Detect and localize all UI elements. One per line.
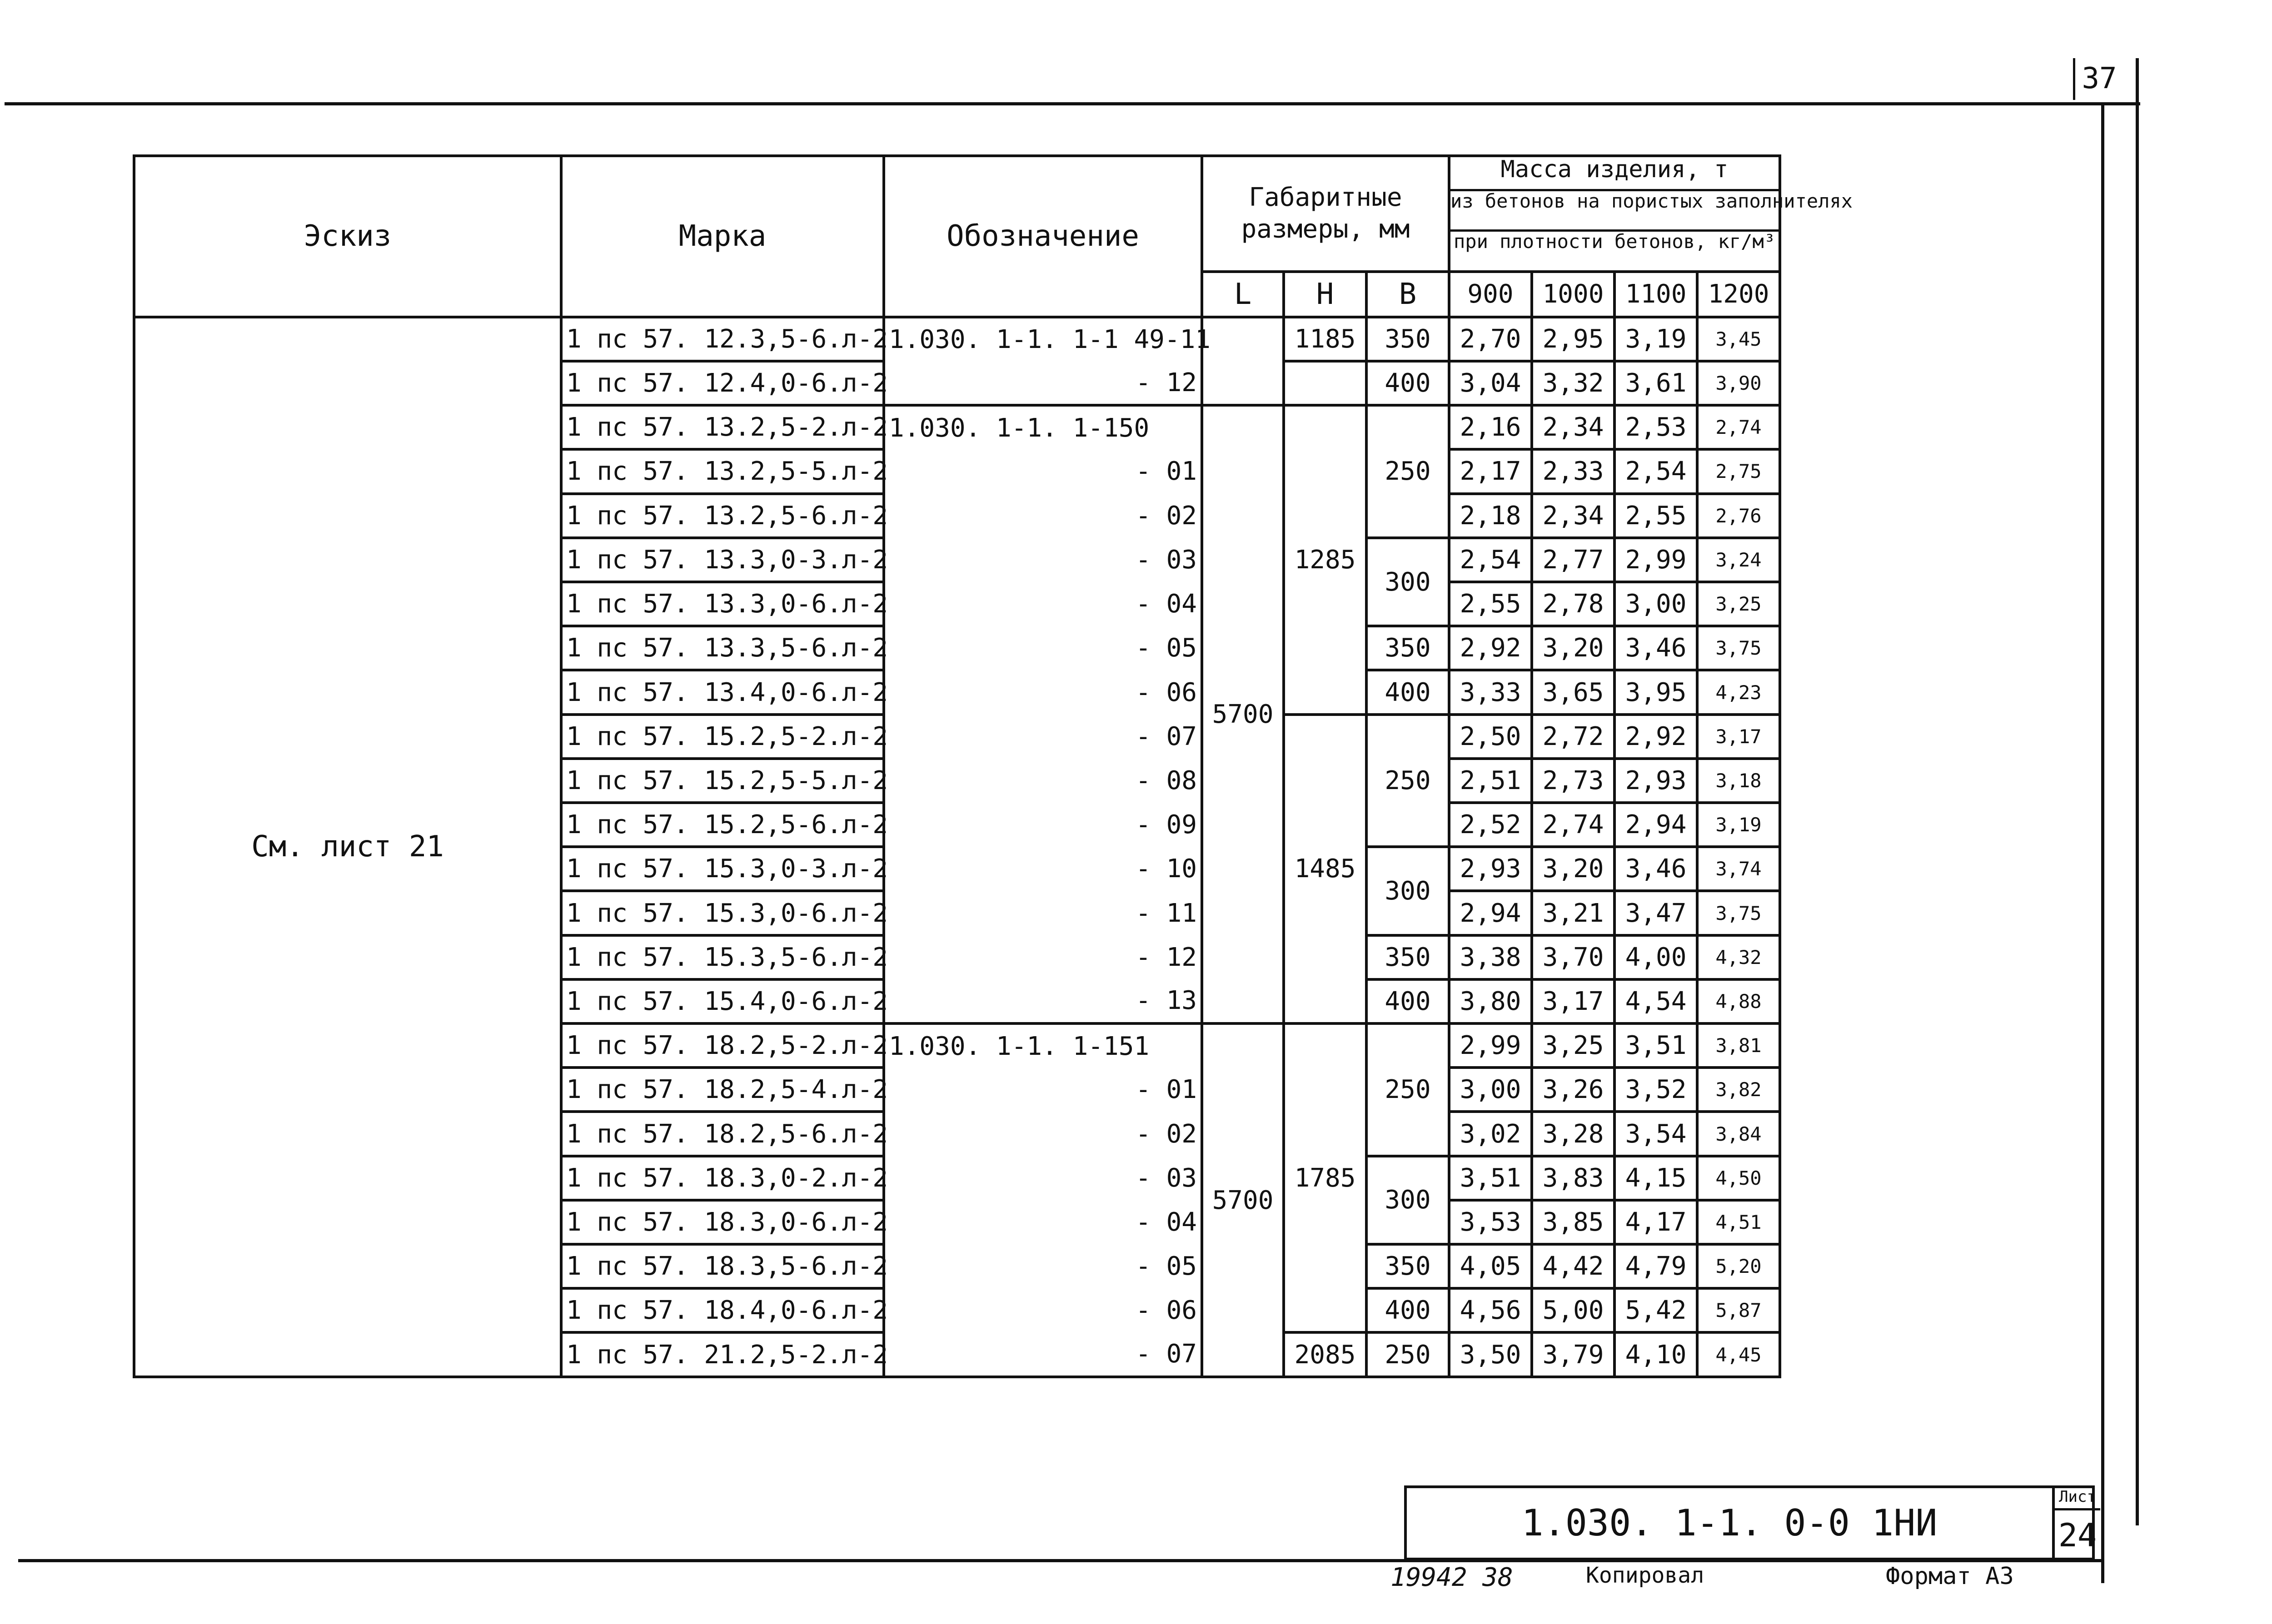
cell-mass-900: 4,56 [1449, 1288, 1532, 1332]
cell-mass-1200: 2,74 [1697, 405, 1780, 449]
cell-mass-1000: 3,21 [1532, 891, 1614, 935]
cell-width: 350 [1366, 626, 1449, 670]
top-border-line [5, 102, 2140, 105]
cell-mass-1100: 3,61 [1614, 361, 1697, 405]
cell-mass-1200: 3,75 [1697, 891, 1780, 935]
cell-height: 1785 [1284, 1023, 1366, 1332]
cell-mark: 1 пс 57. 15.3,0-3.л-2 [561, 847, 884, 891]
cell-mass-1000: 3,28 [1532, 1112, 1614, 1156]
cell-mass-1200: 3,17 [1697, 715, 1780, 759]
header-sketch: Эскиз [134, 156, 561, 317]
header-dim-h: H [1284, 272, 1366, 317]
cell-mass-1000: 2,73 [1532, 759, 1614, 803]
cell-designation: 1.030. 1-1. 1-150 [884, 405, 1202, 449]
cell-mark: 1 пс 57. 15.4,0-6.л-2 [561, 979, 884, 1023]
cell-mark: 1 пс 57. 15.3,5-6.л-2 [561, 935, 884, 979]
cell-designation: - 06 [884, 1288, 1202, 1332]
cell-mass-1100: 5,42 [1614, 1288, 1697, 1332]
cell-mass-1200: 2,75 [1697, 449, 1780, 493]
cell-mark: 1 пс 57. 18.2,5-4.л-2 [561, 1068, 884, 1112]
cell-mass-1100: 2,54 [1614, 449, 1697, 493]
cell-mark: 1 пс 57. 13.3,5-6.л-2 [561, 626, 884, 670]
cell-mass-1000: 2,78 [1532, 582, 1614, 626]
cell-mass-1100: 3,52 [1614, 1068, 1697, 1112]
cell-designation: - 02 [884, 1112, 1202, 1156]
cell-mass-1100: 2,92 [1614, 715, 1697, 759]
cell-width: 250 [1366, 405, 1449, 538]
cell-height: 1185 [1284, 317, 1366, 361]
header-density-900: 900 [1449, 272, 1532, 317]
cell-mass-1100: 3,54 [1614, 1112, 1697, 1156]
cell-mass-1200: 5,87 [1697, 1288, 1780, 1332]
cell-mass-1000: 3,85 [1532, 1200, 1614, 1244]
cell-height: 1285 [1284, 405, 1366, 714]
page-number: 37 [2082, 62, 2117, 95]
header-designation: Обозначение [884, 156, 1202, 317]
header-dim-l: L [1202, 272, 1284, 317]
cell-designation: - 07 [884, 1332, 1202, 1377]
cell-mark: 1 пс 57. 18.2,5-6.л-2 [561, 1112, 884, 1156]
cell-mass-1000: 4,42 [1532, 1244, 1614, 1288]
cell-designation: - 12 [884, 361, 1202, 405]
cell-width: 250 [1366, 1332, 1449, 1377]
cell-width: 300 [1366, 847, 1449, 935]
cell-mass-1200: 3,18 [1697, 759, 1780, 803]
cell-width: 350 [1366, 935, 1449, 979]
sheet-box [2052, 1485, 2100, 1560]
cell-mass-1000: 3,32 [1532, 361, 1614, 405]
cell-mass-1000: 3,17 [1532, 979, 1614, 1023]
cell-mass-1200: 4,50 [1697, 1156, 1780, 1200]
cell-mass-1200: 3,24 [1697, 538, 1780, 582]
cell-mass-1000: 3,25 [1532, 1023, 1614, 1068]
cell-mark: 1 пс 57. 18.3,0-6.л-2 [561, 1200, 884, 1244]
cell-mass-1000: 3,20 [1532, 626, 1614, 670]
cell-mass-1000: 5,00 [1532, 1288, 1614, 1332]
cell-designation: - 04 [884, 1200, 1202, 1244]
header-mass-title: Масса изделия, т [1450, 157, 1779, 191]
cell-mass-1200: 2,76 [1697, 494, 1780, 538]
document-code: 1.030. 1-1. 0-0 1НИ [1521, 1502, 1938, 1544]
cell-designation: - 10 [884, 847, 1202, 891]
cell-designation: 1.030. 1-1. 1-151 [884, 1023, 1202, 1068]
header-density-1100: 1100 [1614, 272, 1697, 317]
cell-mass-1100: 3,00 [1614, 582, 1697, 626]
header-mass-sub2: при плотности бетонов, кг/м³ [1454, 230, 1776, 253]
cell-width: 400 [1366, 670, 1449, 714]
header-dim-b: B [1366, 272, 1449, 317]
cell-mark: 1 пс 57. 12.4,0-6.л-2 [561, 361, 884, 405]
header-density-1200: 1200 [1697, 272, 1780, 317]
footer-copied: Копировал [1586, 1563, 1704, 1588]
cell-mass-1000: 2,34 [1532, 405, 1614, 449]
cell-width: 250 [1366, 715, 1449, 847]
cell-mass-1100: 2,99 [1614, 538, 1697, 582]
cell-mark: 1 пс 57. 15.2,5-5.л-2 [561, 759, 884, 803]
cell-mass-1200: 3,81 [1697, 1023, 1780, 1068]
cell-mass-900: 3,53 [1449, 1200, 1532, 1244]
cell-mass-1100: 3,51 [1614, 1023, 1697, 1068]
cell-width: 350 [1366, 1244, 1449, 1288]
cell-mass-1000: 2,95 [1532, 317, 1614, 361]
cell-mass-900: 3,50 [1449, 1332, 1532, 1377]
cell-height: 1485 [1284, 715, 1366, 1023]
cell-mass-1000: 3,70 [1532, 935, 1614, 979]
cell-mass-1200: 3,45 [1697, 317, 1780, 361]
cell-length [1202, 317, 1284, 405]
cell-mass-1100: 3,47 [1614, 891, 1697, 935]
sheet-value: 24 [2058, 1517, 2097, 1554]
cell-mass-900: 2,93 [1449, 847, 1532, 891]
cell-mass-900: 4,05 [1449, 1244, 1532, 1288]
cell-mass-900: 2,17 [1449, 449, 1532, 493]
cell-mass-1200: 3,75 [1697, 626, 1780, 670]
cell-mass-900: 2,70 [1449, 317, 1532, 361]
cell-width: 300 [1366, 1156, 1449, 1244]
cell-mass-1200: 3,90 [1697, 361, 1780, 405]
cell-mass-1000: 2,74 [1532, 803, 1614, 847]
cell-mass-1100: 2,94 [1614, 803, 1697, 847]
cell-designation: - 05 [884, 1244, 1202, 1288]
right-border-line [2101, 102, 2104, 1583]
cell-mark: 1 пс 57. 18.3,5-6.л-2 [561, 1244, 884, 1288]
cell-width: 300 [1366, 538, 1449, 626]
cell-width: 400 [1366, 361, 1449, 405]
cell-length: 5700 [1202, 1023, 1284, 1377]
cell-mass-1000: 3,20 [1532, 847, 1614, 891]
cell-mass-1000: 3,83 [1532, 1156, 1614, 1200]
cell-designation: - 12 [884, 935, 1202, 979]
cell-mass-1000: 3,65 [1532, 670, 1614, 714]
cell-mass-900: 3,51 [1449, 1156, 1532, 1200]
sketch-reference: См. лист 21 [134, 317, 561, 1377]
cell-designation: - 04 [884, 582, 1202, 626]
cell-mass-1200: 4,23 [1697, 670, 1780, 714]
cell-mark: 1 пс 57. 13.2,5-2.л-2 [561, 405, 884, 449]
cell-mass-900: 3,04 [1449, 361, 1532, 405]
cell-mass-1100: 4,00 [1614, 935, 1697, 979]
cell-mass-1000: 2,72 [1532, 715, 1614, 759]
cell-mass-1000: 3,26 [1532, 1068, 1614, 1112]
cell-designation: - 03 [884, 1156, 1202, 1200]
cell-mass-1200: 5,20 [1697, 1244, 1780, 1288]
cell-mark: 1 пс 57. 12.3,5-6.л-2 [561, 317, 884, 361]
cell-mass-1200: 3,84 [1697, 1112, 1780, 1156]
cell-mass-1100: 3,46 [1614, 626, 1697, 670]
cell-mark: 1 пс 57. 18.4,0-6.л-2 [561, 1288, 884, 1332]
cell-mass-1100: 4,79 [1614, 1244, 1697, 1288]
outer-right-line [2136, 58, 2139, 1525]
cell-designation: - 07 [884, 715, 1202, 759]
cell-designation: - 11 [884, 891, 1202, 935]
cell-mark: 1 пс 57. 13.3,0-3.л-2 [561, 538, 884, 582]
cell-mark: 1 пс 57. 18.3,0-2.л-2 [561, 1156, 884, 1200]
header-mass [1449, 156, 1853, 272]
cell-mass-900: 2,52 [1449, 803, 1532, 847]
cell-mass-900: 3,38 [1449, 935, 1532, 979]
cell-mark: 1 пс 57. 18.2,5-2.л-2 [561, 1023, 884, 1068]
cell-mass-900: 2,94 [1449, 891, 1532, 935]
cell-designation: 1.030. 1-1. 1-1 49-11 [884, 317, 1202, 361]
cell-height [1284, 361, 1366, 405]
cell-mass-1200: 4,88 [1697, 979, 1780, 1023]
cell-mass-1000: 2,33 [1532, 449, 1614, 493]
header-mass-sub1: из бетонов на пористых заполнителях [1450, 191, 1779, 232]
cell-mass-900: 3,02 [1449, 1112, 1532, 1156]
table-row [134, 317, 1780, 361]
cell-mass-900: 2,54 [1449, 538, 1532, 582]
cell-mass-1200: 3,82 [1697, 1068, 1780, 1112]
cell-height: 2085 [1284, 1332, 1366, 1377]
cell-length: 5700 [1202, 405, 1284, 1023]
cell-mass-1100: 4,54 [1614, 979, 1697, 1023]
cell-designation: - 06 [884, 670, 1202, 714]
cell-width: 400 [1366, 1288, 1449, 1332]
cell-designation: - 01 [884, 1068, 1202, 1112]
cell-mass-1200: 4,45 [1697, 1332, 1780, 1377]
cell-mark: 1 пс 57. 21.2,5-2.л-2 [561, 1332, 884, 1377]
cell-mass-1100: 2,55 [1614, 494, 1697, 538]
cell-mass-1000: 2,77 [1532, 538, 1614, 582]
cell-mass-1100: 2,53 [1614, 405, 1697, 449]
cell-mass-900: 3,80 [1449, 979, 1532, 1023]
cell-mass-900: 2,51 [1449, 759, 1532, 803]
cell-mass-900: 2,18 [1449, 494, 1532, 538]
cell-mass-900: 2,50 [1449, 715, 1532, 759]
cell-mark: 1 пс 57. 13.2,5-5.л-2 [561, 449, 884, 493]
cell-mass-1000: 3,79 [1532, 1332, 1614, 1377]
cell-width: 400 [1366, 979, 1449, 1023]
cell-mass-900: 2,16 [1449, 405, 1532, 449]
cell-designation: - 01 [884, 449, 1202, 493]
title-block [1404, 1485, 2095, 1560]
cell-mass-1000: 2,34 [1532, 494, 1614, 538]
cell-mass-1100: 2,93 [1614, 759, 1697, 803]
cell-mass-900: 3,33 [1449, 670, 1532, 714]
cell-mark: 1 пс 57. 13.2,5-6.л-2 [561, 494, 884, 538]
cell-mass-1100: 4,15 [1614, 1156, 1697, 1200]
cell-mass-1100: 4,17 [1614, 1200, 1697, 1244]
cell-mass-900: 2,92 [1449, 626, 1532, 670]
cell-mass-1200: 4,32 [1697, 935, 1780, 979]
header-mark: Марка [561, 156, 884, 317]
cell-mass-1100: 3,95 [1614, 670, 1697, 714]
cell-mark: 1 пс 57. 15.3,0-6.л-2 [561, 891, 884, 935]
cell-designation: - 05 [884, 626, 1202, 670]
cell-designation: - 08 [884, 759, 1202, 803]
cell-mass-1100: 3,46 [1614, 847, 1697, 891]
cell-mark: 1 пс 57. 13.3,0-6.л-2 [561, 582, 884, 626]
cell-mass-900: 3,00 [1449, 1068, 1532, 1112]
cell-designation: - 02 [884, 494, 1202, 538]
cell-mass-1100: 4,10 [1614, 1332, 1697, 1377]
cell-mark: 1 пс 57. 15.2,5-2.л-2 [561, 715, 884, 759]
footer-format: Формат А3 [1886, 1563, 2014, 1590]
cell-mass-1200: 3,25 [1697, 582, 1780, 626]
cell-designation: - 03 [884, 538, 1202, 582]
sheet-label: Лист [2055, 1485, 2100, 1510]
cell-mass-900: 2,55 [1449, 582, 1532, 626]
cell-mark: 1 пс 57. 13.4,0-6.л-2 [561, 670, 884, 714]
cell-mass-900: 2,99 [1449, 1023, 1532, 1068]
specification-table [133, 154, 1853, 1378]
cell-width: 250 [1366, 1023, 1449, 1156]
cell-mass-1200: 4,51 [1697, 1200, 1780, 1244]
cell-designation: - 13 [884, 979, 1202, 1023]
cell-width: 350 [1366, 317, 1449, 361]
footer-number: 19942 38 [1390, 1563, 1513, 1592]
cell-mass-1200: 3,19 [1697, 803, 1780, 847]
header-density-1000: 1000 [1532, 272, 1614, 317]
cell-mass-1200: 3,74 [1697, 847, 1780, 891]
cell-designation: - 09 [884, 803, 1202, 847]
header-dimensions: Габаритные размеры, мм [1202, 156, 1449, 272]
cell-mass-1100: 3,19 [1614, 317, 1697, 361]
cell-mark: 1 пс 57. 15.2,5-6.л-2 [561, 803, 884, 847]
